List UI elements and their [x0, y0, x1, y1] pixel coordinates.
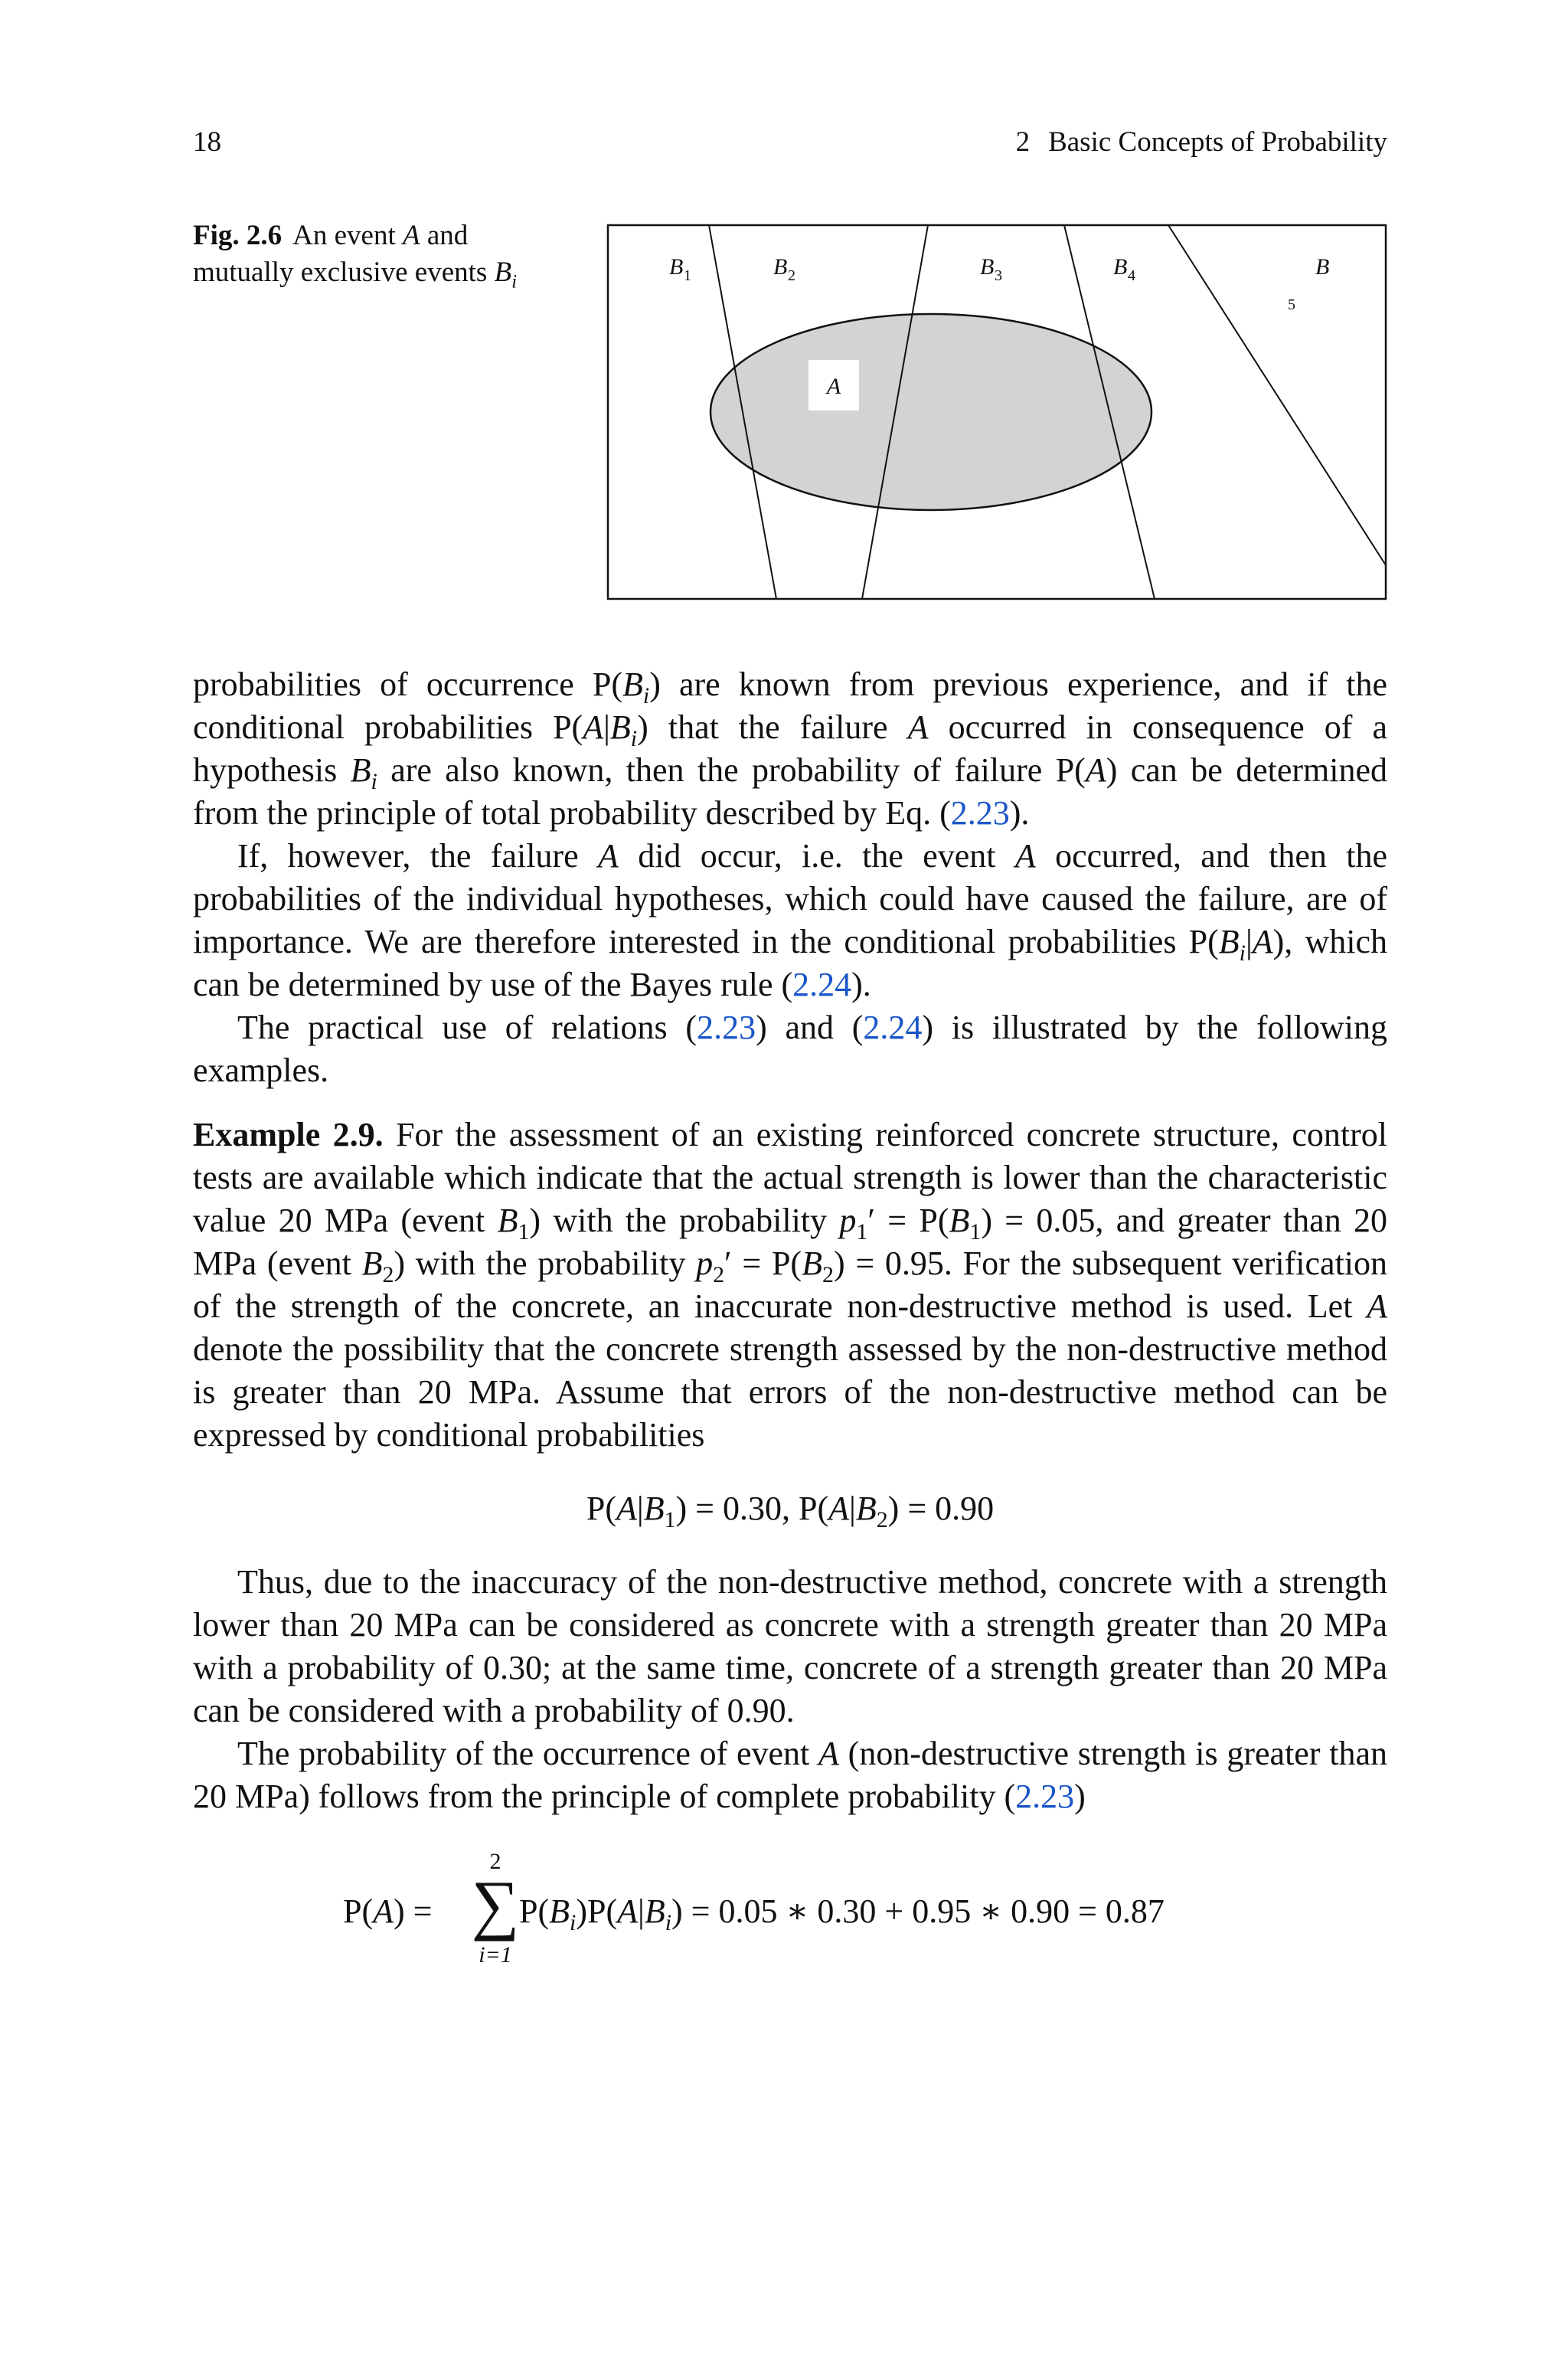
- equation-link[interactable]: 2.23: [950, 794, 1010, 832]
- equation-lhs: P(A) =: [343, 1892, 433, 1930]
- paragraph: If, however, the failure A did occur, i.e. the event A occurred, and then the probabilities of the individual hypotheses, which could have caused the failure, are of importance. We are therefore interested in the conditional probabilities $P(B_i|A)$, which can be determined by use of the Bayes rule (2.24).: [193, 837, 1388, 1003]
- equation-total-probability: [193, 1849, 1387, 1979]
- region-sub-2: 2: [788, 267, 795, 284]
- venn-diagram: [606, 224, 1387, 600]
- event-a-label: A: [826, 374, 841, 399]
- figure-label: Fig. 2.6: [193, 220, 283, 251]
- region-sub-5: 5: [1288, 296, 1295, 313]
- region-label-b2: B: [773, 254, 788, 280]
- region-label-b1: B: [669, 254, 684, 280]
- region-sub-1: 1: [684, 267, 691, 284]
- region-label-b5: B: [1315, 254, 1330, 280]
- page-number: 18: [193, 126, 221, 158]
- caption-text: An event: [292, 220, 396, 251]
- region-sub-4: 4: [1128, 267, 1135, 284]
- paragraph: probabilities of occurrence $P(B_i)$ are known from previous experience, and if the conditional probabilities $P(A|B_i)$ that the failure A occurred in consequence of a hypothesis $B_i$ are also known, then the probability of failure P(A) can be determined from the principle of total probability described by Eq. (2.23).: [193, 666, 1388, 832]
- paragraph: The practical use of relations (2.23) and (2.24) is illustrated by the following examples.: [193, 1009, 1387, 1089]
- example-label: Example 2.9.: [193, 1116, 384, 1153]
- venn-figure: [606, 224, 1387, 600]
- sum-lower-limit: i=1: [479, 1942, 512, 1967]
- equation-link[interactable]: 2.23: [697, 1009, 756, 1046]
- example-paragraph: Example 2.9. For the assessment of an existing reinforced concrete structure, control tests are available which indicate that the actual strength is lower than the characteristic value 20 MPa (event $B_1$) with the probability $p_1' = P(B_1) = 0.05$, and greater than 20 MPa (event $B_2$) with the probability $p_2' = P(B_2) = 0.95$. For the subsequent verification of the strength of the concrete, an inaccurate non-destructive method is used. Let A denote the possibility that the concrete strength assessed by the non-destructive method is greater than 20 MPa. Assume that errors of the non-destructive method can be expressed by conditional probabilities: [193, 1116, 1388, 1454]
- paragraph: The probability of the occurrence of event A (non-destructive strength is greater than 20 MPa) follows from the principle of complete probability (2.23): [193, 1735, 1387, 1815]
- equation-conditional: $P(A|B_1) = 0.30$, $P(A|B_2) = 0.90$: [586, 1490, 995, 1532]
- chapter-title: Basic Concepts of Probability: [1048, 126, 1387, 158]
- chapter-heading: [1016, 124, 1387, 161]
- event-a-ellipse: [710, 314, 1152, 510]
- region-sub-3: 3: [995, 267, 1002, 284]
- figure-caption: [193, 218, 576, 291]
- region-label-b3: B: [980, 254, 995, 280]
- chapter-number: 2: [1015, 126, 1031, 158]
- paragraph: Thus, due to the inaccuracy of the non-destructive method, concrete with a strength lower than 20 MPa can be considered as concrete with a strength greater than 20 MPa with a probability of 0.30; at the same time, concrete of a strength greater than 20 MPa can be considered with a probability of 0.90.: [193, 1563, 1387, 1729]
- caption-text: and mutually exclusive events: [193, 220, 488, 288]
- caption-var: B: [494, 257, 512, 288]
- equation-link[interactable]: 2.23: [1015, 1778, 1075, 1815]
- equation-link[interactable]: 2.24: [792, 966, 852, 1003]
- body-text: [193, 663, 1387, 1979]
- sum-upper-limit: 2: [489, 1849, 501, 1874]
- equation-rhs: $P(B_i)P(A|B_i) = 0.05$ ∗ 0.30 + 0.95 ∗ 0.90 = 0.87: [519, 1892, 1165, 1935]
- sum-symbol: ∑: [471, 1868, 520, 1942]
- region-label-b4: B: [1113, 254, 1128, 280]
- caption-sub: i: [511, 271, 518, 293]
- caption-var: A: [403, 220, 420, 251]
- equation-link[interactable]: 2.24: [863, 1009, 923, 1046]
